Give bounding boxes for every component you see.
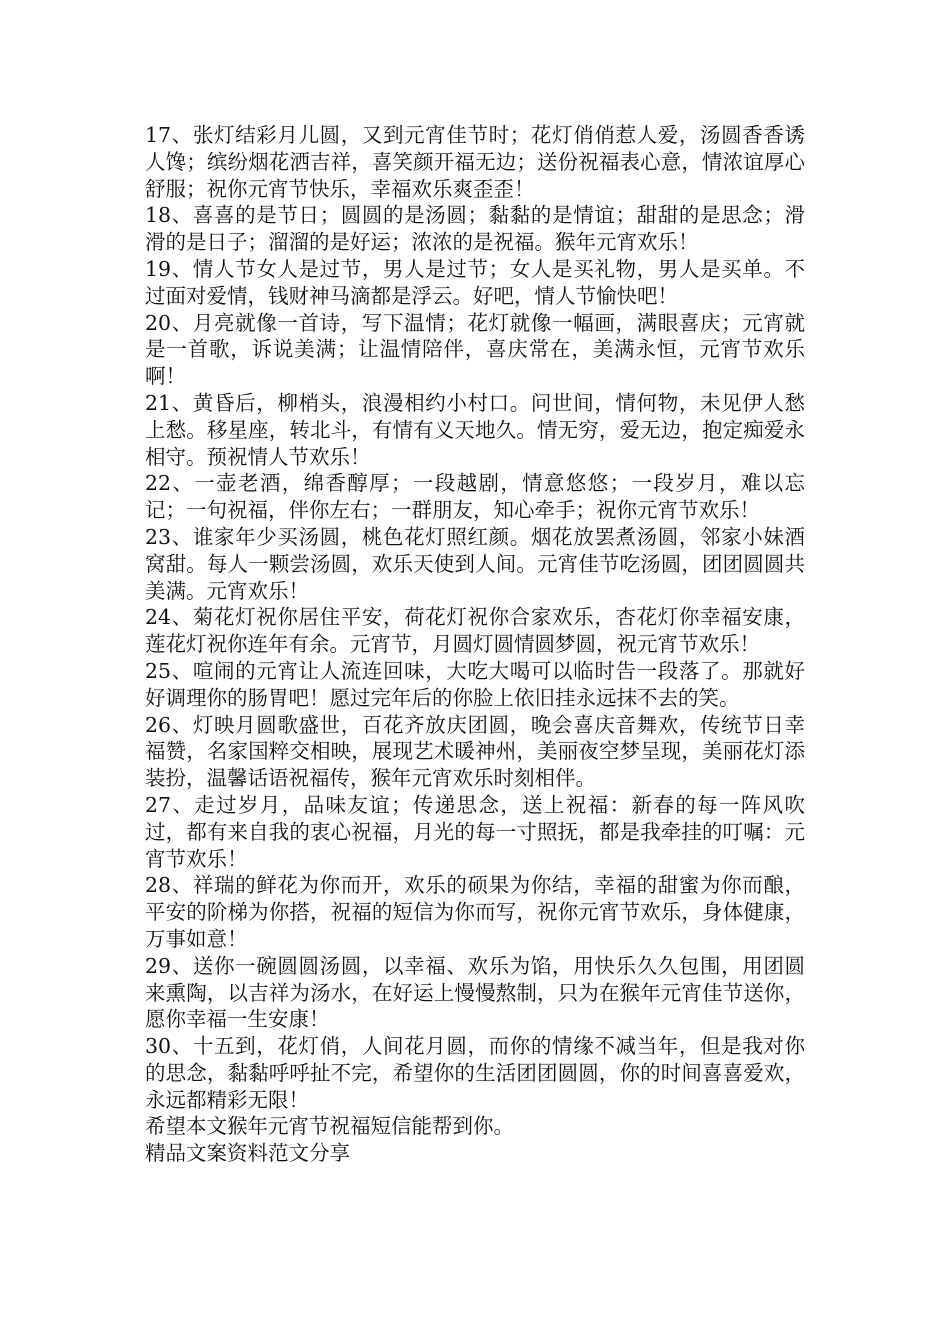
blessing-item-20: 20、月亮就像一首诗，写下温情；花灯就像一幅画，满眼喜庆；元宵就是一首歌，诉说美满；让温情陪伴，喜庆常在，美满永恒，元宵节欢乐啊！	[145, 310, 805, 389]
blessing-item-24: 24、菊花灯祝你居住平安，荷花灯祝你合家欢乐，杏花灯你幸福安康，莲花灯祝你连年有余。元宵节，月圆灯圆情圆梦圆，祝元宵节欢乐！	[145, 605, 805, 657]
blessing-item-18: 18、喜喜的是节日；圆圆的是汤圆；黏黏的是情谊；甜甜的是思念；滑滑的是日子；溜溜的是好运；浓浓的是祝福。猴年元宵欢乐！	[145, 203, 805, 255]
blessing-item-21: 21、黄昏后，柳梢头，浪漫相约小村口。问世间，情何物，未见伊人愁上愁。移星座，转北斗，有情有义天地久。情无穷，爱无边，抱定痴爱永相守。预祝情人节欢乐！	[145, 390, 805, 469]
blessing-item-19: 19、情人节女人是过节，男人是过节；女人是买礼物，男人是买单。不过面对爱情，钱财神马滴都是浮云。好吧，情人节愉快吧！	[145, 256, 805, 308]
blessing-item-22: 22、一壶老酒，绵香醇厚；一段越剧，情意悠悠；一段岁月，难以忘记；一句祝福，伴你左右；一群朋友，知心牵手；祝你元宵节欢乐！	[145, 471, 805, 523]
blessing-item-25: 25、喧闹的元宵让人流连回味，大吃大喝可以临时告一段落了。那就好好调理你的肠胃吧！愿过完年后的你脸上依旧挂永远抹不去的笑。	[145, 658, 805, 710]
blessing-item-28: 28、祥瑞的鲜花为你而开，欢乐的硕果为你结，幸福的甜蜜为你而酿，平安的阶梯为你搭，祝福的短信为你而写，祝你元宵节欢乐，身体健康，万事如意！	[145, 873, 805, 951]
blessing-item-27: 27、走过岁月，品味友谊；传递思念，送上祝福：新春的每一阵风吹过，都有来自我的衷心祝福，月光的每一寸照抚，都是我牵挂的叮嘱：元宵节欢乐！	[145, 792, 805, 871]
blessing-item-17: 17、张灯结彩月儿圆，又到元宵佳节时；花灯俏俏惹人爱，汤圆香香诱人馋；缤纷烟花洒吉祥，喜笑颜开福无边；送份祝福表心意，情浓谊厚心舒服；祝你元宵节快乐，幸福欢乐爽歪歪！	[145, 123, 805, 201]
closing-line: 希望本文猴年元宵节祝福短信能帮到你。	[145, 1114, 514, 1139]
blessing-item-26: 26、灯映月圆歌盛世，百花齐放庆团圆，晚会喜庆音舞欢，传统节日幸福赞，名家国粹交相映，展现艺术暖神州，美丽夜空梦呈现，美丽花灯添装扮，温馨话语祝福传，猴年元宵欢乐时刻相伴。	[145, 712, 805, 791]
document-body	[145, 122, 805, 1167]
blessing-item-29: 29、送你一碗圆圆汤圆，以幸福、欢乐为馅，用快乐久久包围，用团圆来熏陶，以吉祥为汤水，在好运上慢慢熬制，只为在猴年元宵佳节送你，愿你幸福一生安康！	[145, 953, 805, 1032]
blessing-item-23: 23、谁家年少买汤圆，桃色花灯照红颜。烟花放罢煮汤圆，邻家小妹酒窝甜。每人一颗尝汤圆，欢乐天使到人间。元宵佳节吃汤圆，团团圆圆共美满。元宵欢乐！	[145, 524, 805, 603]
footer-note: 精品文案资料范文分享	[145, 1141, 350, 1166]
blessing-item-30: 30、十五到，花灯俏，人间花月圆，而你的情缘不减当年，但是我对你的思念，黏黏呼呼扯不完，希望你的生活团团圆圆，你的时间喜喜爱欢，永远都精彩无限！	[145, 1034, 805, 1112]
